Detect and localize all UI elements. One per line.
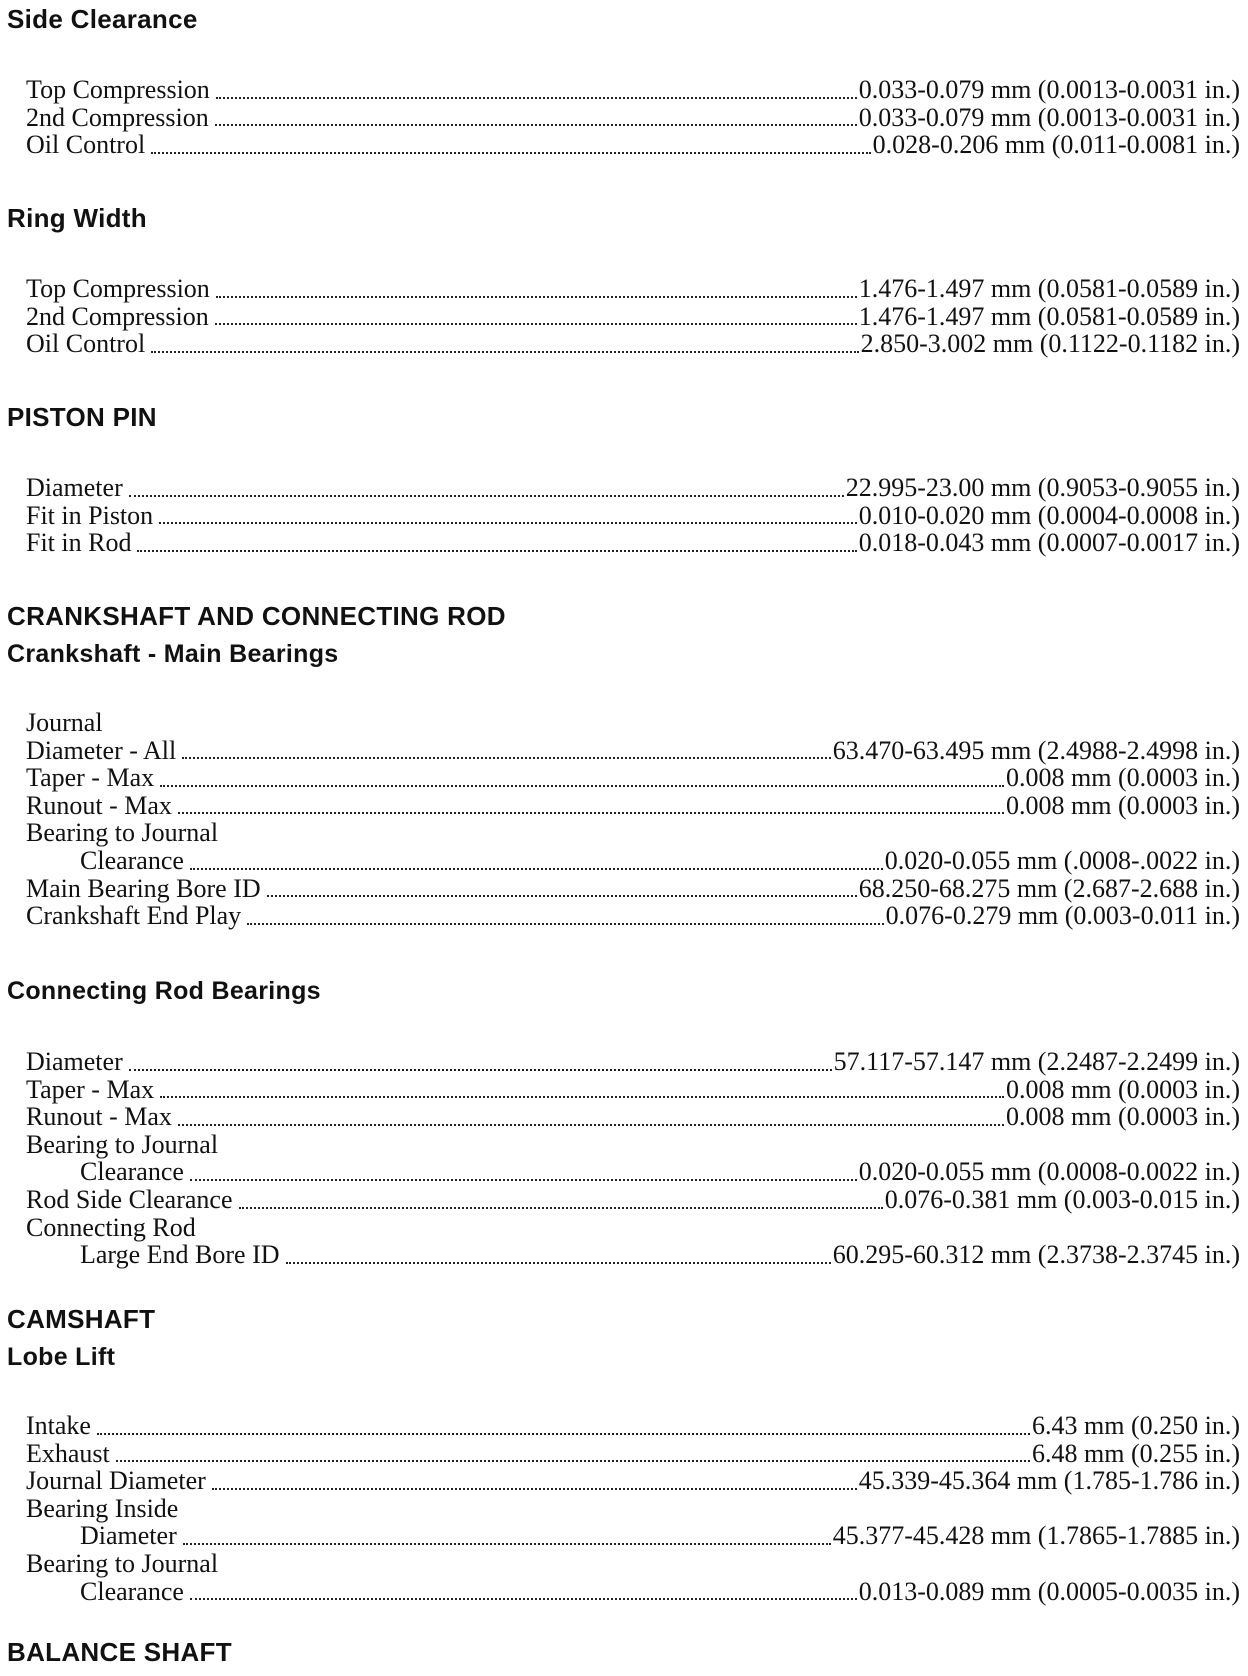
spec-label: Intake	[26, 1411, 91, 1440]
spec-row	[26, 275, 1240, 303]
spec-value: 0.020-0.055 mm (0.0008-0.0022 in.)	[858, 1157, 1240, 1187]
spec-row	[26, 902, 1240, 930]
spec-label: Clearance	[80, 845, 184, 875]
spec-list	[0, 474, 1248, 557]
spec-row	[26, 709, 1240, 737]
spec-value: 0.028-0.206 mm (0.011-0.0081 in.)	[872, 130, 1240, 160]
spec-value: 2.850-3.002 mm (0.1122-0.1182 in.)	[860, 329, 1240, 359]
spec-label: Taper - Max	[26, 763, 155, 793]
dot-leader	[178, 791, 1004, 814]
spec-value: 45.377-45.428 mm (1.7865-1.7885 in.)	[832, 1521, 1240, 1551]
spec-label: Fit in Rod	[26, 528, 132, 558]
dot-leader	[129, 474, 844, 497]
spec-label: Taper - Max	[26, 1074, 155, 1104]
spec-value: 63.470-63.495 mm (2.4988-2.4998 in.)	[832, 735, 1240, 765]
section-heading: PISTON PIN	[7, 402, 157, 432]
spec-value: 0.033-0.079 mm (0.0013-0.0031 in.)	[858, 102, 1240, 132]
spec-value: 0.010-0.020 mm (0.0004-0.0008 in.)	[858, 500, 1240, 530]
spec-list	[0, 1412, 1248, 1605]
dot-leader	[159, 501, 857, 524]
dot-leader	[151, 330, 858, 353]
spec-label: Bearing Inside	[26, 1493, 179, 1523]
spec-row	[26, 1550, 1240, 1578]
spec-label: Journal Diameter	[26, 1466, 206, 1496]
dot-leader	[190, 1158, 857, 1181]
section-balance-shaft	[0, 1637, 1248, 1667]
section-heading: CRANKSHAFT AND CONNECTING ROD	[7, 601, 506, 631]
spec-row	[26, 1578, 1240, 1606]
dot-leader	[97, 1412, 1030, 1435]
spec-label: Bearing to Journal	[26, 818, 219, 848]
spec-label: Journal	[26, 708, 103, 737]
dot-leader	[182, 736, 831, 759]
spec-row	[26, 131, 1240, 159]
spec-row	[26, 1522, 1240, 1550]
dot-leader	[215, 302, 857, 325]
spec-label: Diameter - All	[26, 735, 177, 765]
spec-row	[26, 1495, 1240, 1523]
dot-leader	[216, 275, 857, 298]
section-heading: Side Clearance	[7, 4, 198, 34]
spec-row	[26, 847, 1240, 875]
spec-row	[26, 1241, 1240, 1269]
spec-label: Clearance	[80, 1576, 184, 1606]
spec-label: Bearing to Journal	[26, 1548, 219, 1578]
spec-label: Clearance	[80, 1157, 184, 1187]
spec-label: Exhaust	[26, 1438, 110, 1468]
dot-leader	[247, 902, 883, 925]
dot-leader	[160, 764, 1004, 787]
spec-row	[26, 330, 1240, 358]
spec-row	[26, 764, 1240, 792]
dot-leader	[160, 1075, 1004, 1098]
section-heading: BALANCE SHAFT	[7, 1637, 232, 1667]
spec-label: Rod Side Clearance	[26, 1184, 233, 1214]
section-crankshaft	[0, 601, 1248, 930]
dot-leader	[137, 529, 856, 552]
spec-label: Top Compression	[26, 75, 210, 104]
spec-value: 6.43 mm (0.250 in.)	[1032, 1411, 1240, 1440]
section-camshaft	[0, 1304, 1248, 1605]
spec-value: 0.076-0.381 mm (0.003-0.015 in.)	[884, 1184, 1240, 1214]
section-ring-width	[0, 203, 1248, 358]
dot-leader	[116, 1439, 1030, 1462]
section-heading: Ring Width	[7, 203, 147, 233]
dot-leader	[212, 1467, 857, 1490]
spec-value: 0.076-0.279 mm (0.003-0.011 in.)	[885, 901, 1240, 931]
dot-leader	[239, 1186, 883, 1209]
spec-value: 1.476-1.497 mm (0.0581-0.0589 in.)	[858, 274, 1240, 303]
spec-list	[0, 709, 1248, 930]
spec-row	[26, 1048, 1240, 1076]
spec-value: 0.018-0.043 mm (0.0007-0.0017 in.)	[858, 528, 1240, 558]
spec-label: Top Compression	[26, 274, 210, 303]
dot-leader	[286, 1241, 831, 1264]
section-subheading: Crankshaft - Main Bearings	[7, 640, 339, 668]
spec-label: Fit in Piston	[26, 500, 154, 530]
section-heading: CAMSHAFT	[7, 1304, 156, 1334]
spec-row	[26, 474, 1240, 502]
spec-row	[26, 1131, 1240, 1159]
spec-value: 0.008 mm (0.0003 in.)	[1006, 1102, 1240, 1132]
dot-leader	[190, 1577, 857, 1600]
spec-value: 1.476-1.497 mm (0.0581-0.0589 in.)	[858, 301, 1240, 331]
spec-row	[26, 502, 1240, 530]
spec-row	[26, 1214, 1240, 1242]
spec-label: 2nd Compression	[26, 102, 209, 132]
spec-value: 0.008 mm (0.0003 in.)	[1006, 790, 1240, 820]
spec-value: 6.48 mm (0.255 in.)	[1032, 1438, 1240, 1468]
dot-leader	[215, 103, 857, 126]
spec-row	[26, 792, 1240, 820]
spec-list	[0, 1048, 1248, 1269]
spec-row	[26, 1158, 1240, 1186]
spec-value: 0.008 mm (0.0003 in.)	[1006, 1074, 1240, 1104]
section-subheading: Lobe Lift	[7, 1343, 116, 1371]
spec-label: Runout - Max	[26, 1102, 172, 1132]
spec-row	[26, 1076, 1240, 1104]
dot-leader	[267, 874, 857, 897]
dot-leader	[190, 847, 883, 870]
spec-label: Diameter	[26, 1047, 123, 1076]
spec-value: 22.995-23.00 mm (0.9053-0.9055 in.)	[845, 473, 1240, 502]
spec-label: Runout - Max	[26, 790, 172, 820]
spec-row	[26, 1186, 1240, 1214]
spec-value: 0.033-0.079 mm (0.0013-0.0031 in.)	[858, 75, 1240, 104]
spec-value: 68.250-68.275 mm (2.687-2.688 in.)	[858, 873, 1240, 903]
spec-label: Diameter	[26, 473, 123, 502]
spec-row	[26, 1467, 1240, 1495]
spec-row	[26, 76, 1240, 104]
dot-leader	[129, 1048, 832, 1071]
spec-row	[26, 1412, 1240, 1440]
spec-label: Crankshaft End Play	[26, 901, 242, 931]
spec-row	[26, 104, 1240, 132]
section-side-clearance	[0, 4, 1248, 159]
spec-label: Main Bearing Bore ID	[26, 873, 261, 903]
spec-value: 57.117-57.147 mm (2.2487-2.2499 in.)	[833, 1047, 1240, 1076]
spec-label: Large End Bore ID	[80, 1240, 280, 1270]
spec-row	[26, 529, 1240, 557]
spec-row	[26, 1440, 1240, 1468]
spec-row	[26, 875, 1240, 903]
spec-label: Oil Control	[26, 329, 146, 359]
spec-label: Diameter	[80, 1521, 177, 1551]
spec-label: 2nd Compression	[26, 301, 209, 331]
spec-label: Bearing to Journal	[26, 1129, 219, 1159]
dot-leader	[178, 1103, 1004, 1126]
spec-value: 60.295-60.312 mm (2.3738-2.3745 in.)	[832, 1240, 1240, 1270]
spec-row	[26, 737, 1240, 765]
spec-list	[0, 76, 1248, 159]
section-piston-pin	[0, 402, 1248, 557]
spec-row	[26, 1103, 1240, 1131]
spec-row	[26, 303, 1240, 331]
spec-row	[26, 819, 1240, 847]
spec-label: Connecting Rod	[26, 1212, 196, 1242]
dot-leader	[151, 131, 870, 154]
spec-value: 45.339-45.364 mm (1.785-1.786 in.)	[858, 1466, 1240, 1496]
dot-leader	[216, 76, 857, 99]
dot-leader	[183, 1522, 831, 1545]
spec-list	[0, 275, 1248, 358]
spec-label: Oil Control	[26, 130, 146, 160]
section-connecting-rod-bearings	[0, 976, 1248, 1269]
section-heading: Connecting Rod Bearings	[7, 977, 321, 1005]
spec-value: 0.008 mm (0.0003 in.)	[1006, 763, 1240, 793]
spec-value: 0.020-0.055 mm (.0008-.0022 in.)	[884, 845, 1240, 875]
spec-value: 0.013-0.089 mm (0.0005-0.0035 in.)	[858, 1576, 1240, 1606]
